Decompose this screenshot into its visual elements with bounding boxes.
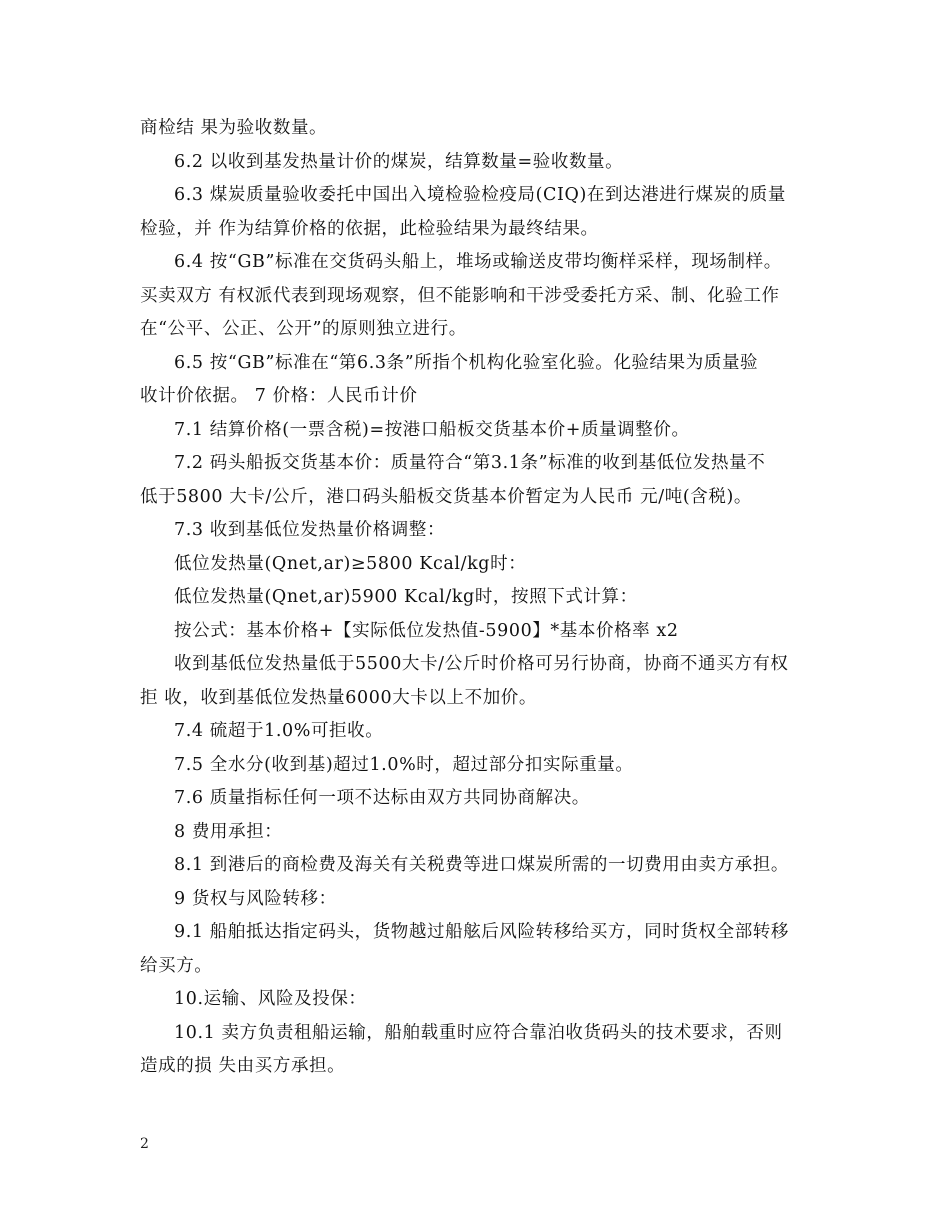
text-line: 6.5 按“GB”标准在“第6.3条”所指个机构化验室化验。化验结果为质量验: [174, 352, 759, 373]
text-line: 10.1 卖方负责租船运输，船舶载重时应符合靠泊收货码头的技术要求，否则: [174, 1022, 783, 1043]
text-line: 6.3 煤炭质量验收委托中国出入境检验检疫局(CIQ)在到达港进行煤炭的质量: [174, 185, 786, 205]
text-line: 7.6 质量指标任何一项不达标由双方共同协商解决。: [174, 788, 590, 808]
text-line: 7.1 结算价格(一票含税)=按港口船板交货基本价+质量调整价。: [174, 419, 690, 440]
text-line: 7.4 硫超于1.0%可拒收。: [174, 721, 384, 741]
text-line: 7.5 全水分(收到基)超过1.0%时，超过部分扣实际重量。: [174, 754, 634, 775]
text-line: 商检结 果为验收数量。: [140, 118, 328, 138]
text-line: 7.2 码头船扳交货基本价：质量符合“第3.1条”标准的收到基低位发热量不: [174, 453, 766, 473]
text-line: 拒 收，收到基低位发热量6000大卡以上不加价。: [140, 687, 537, 708]
text-line: 9.1 船舶抵达指定码头，货物越过船舷后风险转移给买方，同时货权全部转移: [174, 922, 789, 942]
text-line: 10.运输、风险及投保：: [174, 989, 367, 1009]
text-line: 给买方。: [140, 955, 213, 976]
text-line: 6.2 以收到基发热量计价的煤炭，结算数量=验收数量。: [174, 151, 624, 172]
page-number: 2: [140, 1136, 149, 1152]
text-line: 在“公平、公正、公开”的原则独立进行。: [140, 319, 467, 339]
text-line: 收计价依据。 7 价格：人民币计价: [140, 386, 418, 406]
text-line: 按公式：基本价格+【实际低位发热值-5900】*基本价格率 x2: [174, 620, 679, 641]
text-line: 低位发热量(Qnet,ar)5900 Kcal/kg时，按照下式计算：: [174, 587, 638, 607]
text-line: 买卖双方 有权派代表到现场观察，但不能影响和干涉受委托方采、制、化验工作: [140, 285, 780, 306]
text-line: 造成的损 失由买方承担。: [140, 1056, 346, 1076]
text-line: 检验，并 作为结算价格的依据，此检验结果为最终结果。: [140, 218, 599, 239]
text-line: 低位发热量(Qnet,ar)≥5800 Kcal/kg时：: [174, 553, 527, 574]
text-line: 收到基低位发热量低于5500大卡/公斤时价格可另行协商，协商不通买方有权: [174, 654, 789, 674]
document-body: [140, 112, 812, 1084]
text-line: 8.1 到港后的商检费及海关有关税费等进口煤炭所需的一切费用由卖方承担。: [174, 855, 789, 875]
text-line: 6.4 按“GB”标准在交货码头船上，堆场或输送皮带均衡样采样，现场制样。: [174, 252, 782, 272]
text-line: 9 货权与风险转移：: [174, 888, 337, 909]
text-line: 8 费用承担：: [174, 821, 283, 842]
text-line: 7.3 收到基低位发热量价格调整：: [174, 520, 446, 540]
text-line: 低于5800 大卡/公斤，港口码头船板交货基本价暂定为人民币 元/吨(含税)。: [140, 486, 753, 507]
